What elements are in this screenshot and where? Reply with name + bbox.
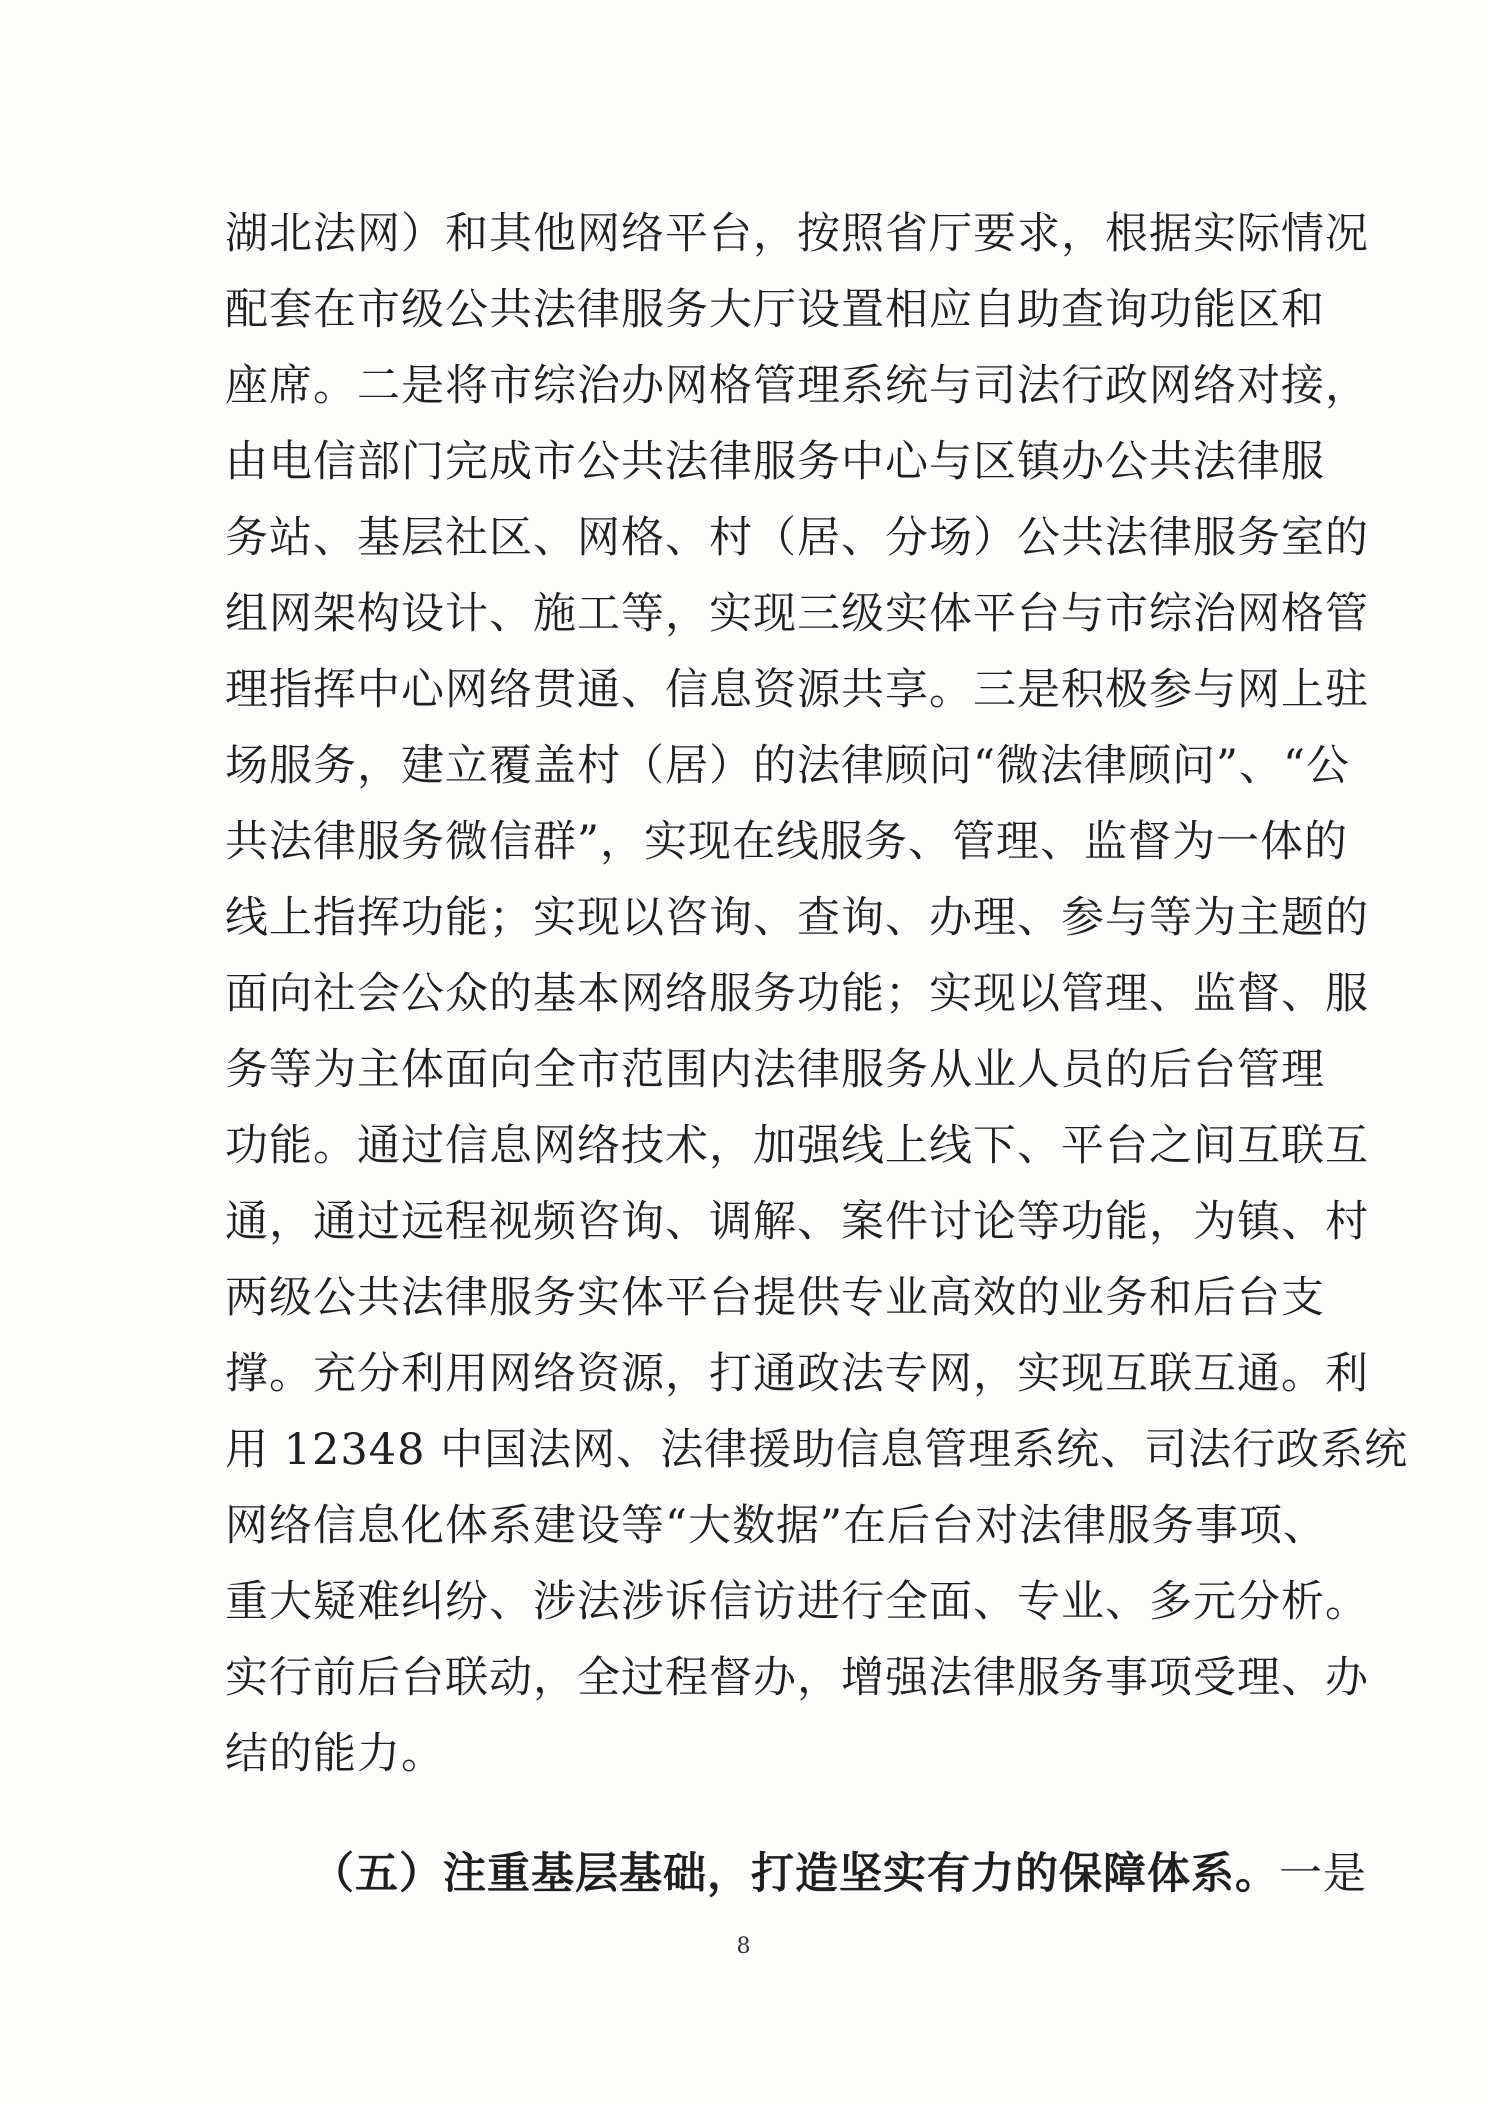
text-line: 撑。充分利用网络资源，打通政法专网，实现互联互通。利 — [225, 1349, 1369, 1399]
text-line: 务等为主体面向全市范围内法律服务从业人员的后台管理 — [225, 1045, 1325, 1095]
section-heading-tail: 一是 — [1279, 1849, 1367, 1899]
text-line: 通，通过远程视频咨询、调解、案件讨论等功能，为镇、村 — [225, 1197, 1369, 1247]
text-line: 由电信部门完成市公共法律服务中心与区镇办公共法律服 — [225, 437, 1325, 487]
text-line: 湖北法网）和其他网络平台，按照省厅要求，根据实际情况 — [225, 209, 1369, 259]
text-line: 务站、基层社区、网格、村（居、分场）公共法律服务室的 — [225, 513, 1369, 563]
section-heading — [225, 1836, 1367, 1912]
page-number: 8 — [736, 1934, 751, 1959]
text-line: 重大疑难纠纷、涉法涉诉信访进行全面、专业、多元分析。 — [225, 1577, 1369, 1627]
text-line: 组网架构设计、施工等，实现三级实体平台与市综治网格管 — [225, 589, 1369, 639]
text-line: 结的能力。 — [225, 1729, 445, 1779]
text-line: 实行前后台联动，全过程督办，增强法律服务事项受理、办 — [225, 1653, 1369, 1703]
body-text — [225, 196, 1409, 1912]
text-line: 场服务，建立覆盖村（居）的法律顾问“微法律顾问”、“公 — [225, 741, 1350, 791]
section-heading-bold: （五）注重基层基础，打造坚实有力的保障体系。 — [311, 1849, 1279, 1899]
text-line: 功能。通过信息网络技术，加强线上线下、平台之间互联互 — [225, 1121, 1369, 1171]
paragraph-spacer — [225, 1792, 1265, 1836]
text-line: 两级公共法律服务实体平台提供专业高效的业务和后台支 — [225, 1273, 1325, 1323]
text-line: 座席。二是将市综治办网格管理系统与司法行政网络对接， — [225, 361, 1369, 411]
text-line: 线上指挥功能；实现以咨询、查询、办理、参与等为主题的 — [225, 893, 1369, 943]
text-line: 共法律服务微信群”，实现在线服务、管理、监督为一体的 — [225, 817, 1348, 867]
text-line: 网络信息化体系建设等“大数据”在后台对法律服务事项、 — [225, 1501, 1327, 1551]
text-line: 配套在市级公共法律服务大厅设置相应自助查询功能区和 — [225, 285, 1325, 335]
text-line: 理指挥中心网络贯通、信息资源共享。三是积极参与网上驻 — [225, 665, 1369, 715]
text-line: 面向社会公众的基本网络服务功能；实现以管理、监督、服 — [225, 969, 1369, 1019]
text-line: 用 12348 中国法网、法律援助信息管理系统、司法行政系统 — [225, 1425, 1409, 1475]
